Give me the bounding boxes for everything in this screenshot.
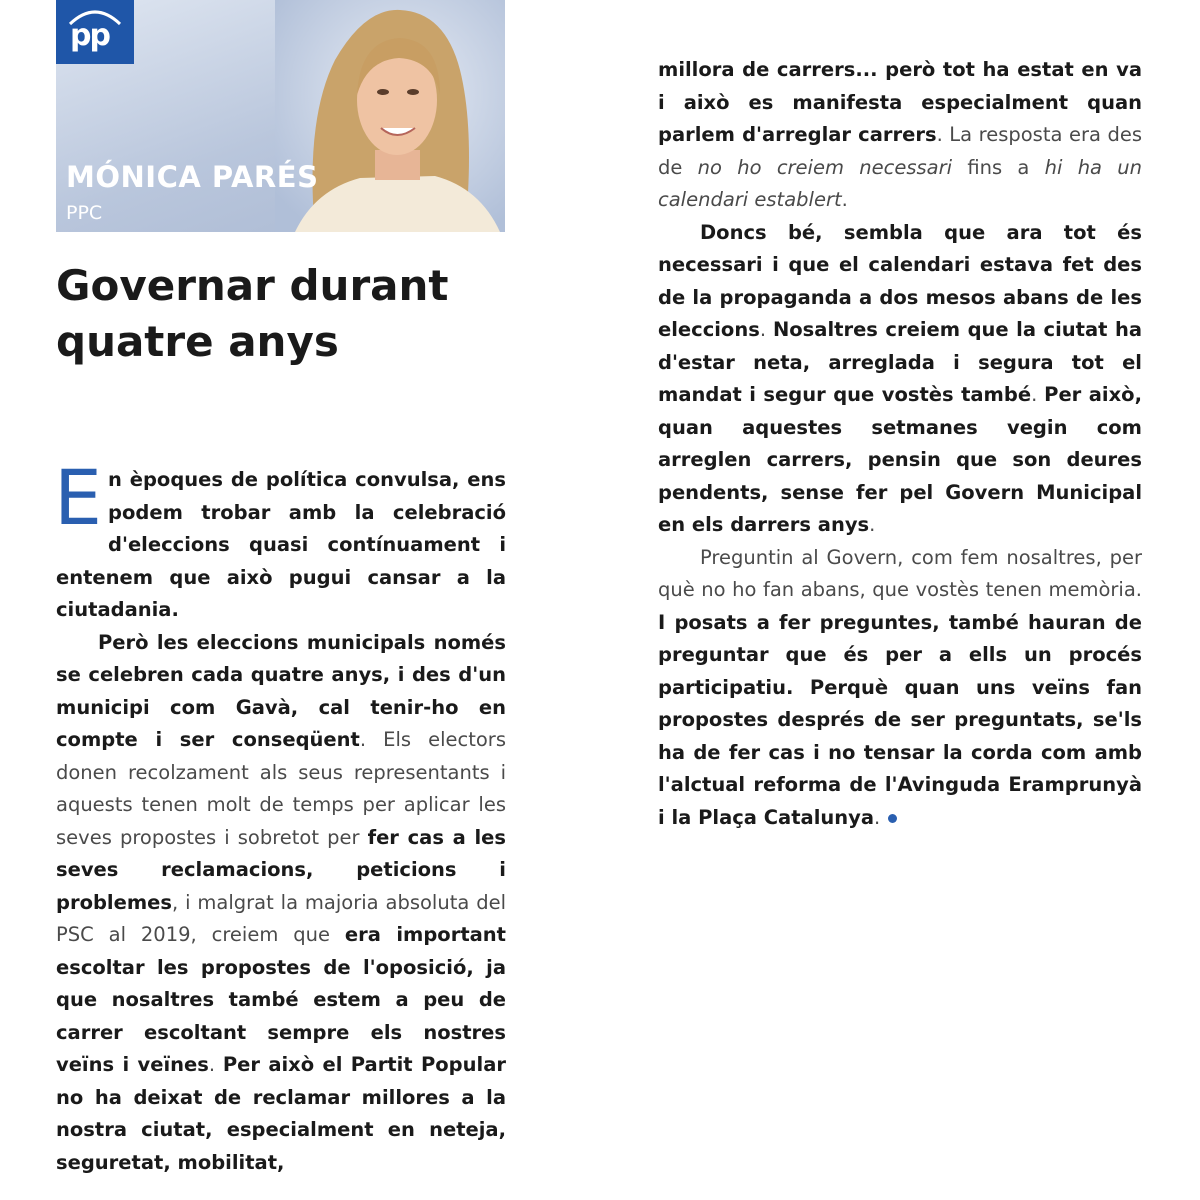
author-name: MÓNICA PARÉS [66, 160, 319, 194]
paragraph-5: Preguntin al Govern, com fem nosaltres, per què no ho fan abans, que vostès tenen memòria. I posats a fer preguntes, també hauran de preguntar que és per a ells un procés participatiu. Perquè quan uns veïns fan propostes després de ser preguntats, se'ls ha de fer cas i no tensar la corda com amb l'alctual reforma de l'Avinguda Eramprunyà i la Plaça Catalunya. [658, 545, 1142, 829]
paragraph-3: millora de carrers... però tot ha estat en va i això es manifesta especialment quan parlem d'arreglar carrers. La resposta era des de no ho creiem necessari fins a hi ha un calendari establert. [658, 58, 1143, 211]
paragraph-4: Doncs bé, sembla que ara tot és necessari i que el calendari estava fet des de la propaganda a dos mesos abans de les eleccions. Nosaltres creiem que la ciutat ha d'estar neta, arreglada i segura tot el mandat i segur que vostès també. Per això, quan aquestes setmanes vegin com arreglen carrers, pensin que son deures pendents, sense fer pel Govern Municipal en els darrers anys. [658, 220, 1143, 536]
paragraph-2: Però les eleccions municipals només se celebren cada quatre anys, i des d'un municipi com Gavà, cal tenir-ho en compte i ser conseqüent. Els electors donen recolzament als seus representants i aquests tenen molt de temps per aplicar les seves propostes i sobretot per fer cas a les seves reclamacions, peticions i problemes, i malgrat la majoria absoluta del PSC al 2019, creiem que era important escoltar les propostes de l'oposició, ja que nosaltres també estem a peu de carrer escoltant sempre els nostres veïns i veïnes. Per això el Partit Popular no ha deixat de reclamar millores a la nostra ciutat, especialment en neteja, seguretat, mobilitat, [56, 630, 507, 1174]
article-column-right [658, 54, 1142, 834]
author-header [56, 0, 505, 232]
author-party: PPC [66, 202, 103, 224]
article-title: Governar durant quatre anys [56, 261, 449, 366]
paragraph-1: En èpoques de política convulsa, ens podem trobar amb la celebració d'eleccions quasi contínuament i entenem que això pugui cansar a la ciutadania. [54, 453, 506, 621]
party-logo [56, 0, 134, 64]
logo-text: pp [70, 18, 109, 53]
author-portrait [275, 0, 505, 232]
article-column-left [54, 453, 507, 1179]
drop-cap: E [54, 453, 103, 542]
end-mark-icon [888, 814, 897, 823]
